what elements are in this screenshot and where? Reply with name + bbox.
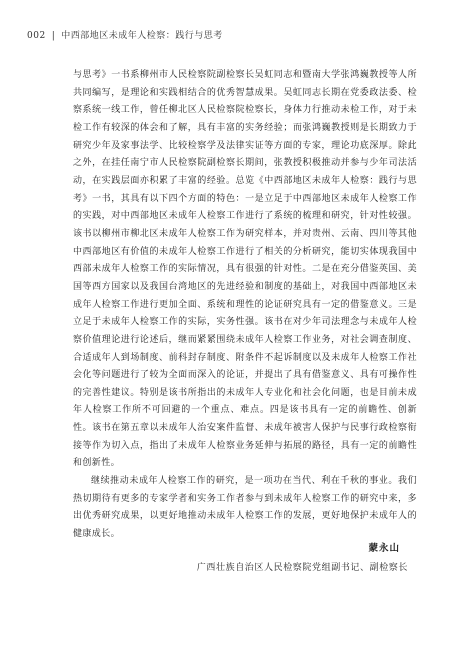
author-title: 广西壮族自治区人民检察院党组副书记、副检察长 [196,563,408,573]
author-name: 蒙永山 [368,543,400,554]
page-number: 002 [27,31,46,41]
paragraph: 与思考》一书系柳州市人民检察院副检察长吴虹同志和暨南大学张鸿巍教授等人所共同编写，是理论和实践相结合的优秀智慧成果。吴虹同志长期在党委政法委、检察系统一线工作，曾任柳北区人民检察院检察长，身体力行推动未检工作，对于未检工作有较深的体会和了解，具有丰富的实务经验；而张鸿巍教授则是长期致力于研究少年及家事法学、比较检察学及法律实证等方面的专家，理论功底深厚。除此之外，在挂任南宁市人民检察院副检察长期间，张教授积极推动并参与少年司法活动，在实践层面亦积累了丰富的经验。总览《中西部地区未成年人检察：践行与思考》一书，其具有以下四个方面的特色：一是立足于中西部地区未成年人检察工作的实践，对中西部地区未成年人检察工作进行了系统的梳理和研究，针对性较强。该书以柳州市柳北区未成年人检察工作为研究样本，并对贵州、云南、四川等其他中西部地区有价值的未成年人检察工作进行了相关的分析研究，能切实体现我国中西部未成年人检察工作的实际情况，具有很强的针对性。二是在充分借鉴英国、美国等西方国家以及我国台湾地区的先进经验和制度的基础上，对我国中西部地区未成年人检察工作进行更加全面、系统和理性的论证研究具有一定的借鉴意义。三是立足于未成年人检察工作的实际，实务性强。该书在对少年司法理念与未成年人检察价值理论进行论述后，继而紧紧围绕未成年人检察工作业务，对社会调查制度、合适成年人到场制度、前科封存制度、附条件不起诉制度以及未成年人检察工作社会化等问题进行了较为全面而深入的论证，并提出了具有借鉴意义、具有可操作性的完善性建议。特别是该书所指出的未成年人专业化和社会化问题，也是目前未成年人检察工作所不可回避的一个重点、难点。四是该书具有一定的前瞻性、创新性。该书在第五章以未成年人治安案件监督、未成年被害人保护与民事行政检察衔接等作为切入点，指出了未成年人检察业务延伸与拓展的路径，具有一定的前瞻性和创新性。 [73,70,417,469]
paragraph: 继续推动未成年人检察工作的研究，是一项功在当代、利在千秋的事业。我们热切期待有更多的专家学者和实务工作者参与到未成年人检察工作的研究中来，多出优秀研究成果，以更好地推动未成年人检察工作的发展，更好地保护未成年人的健康成长。 [73,476,417,540]
running-header [27,28,223,41]
running-title: 中西部地区未成年人检察：践行与思考 [61,31,223,41]
signature-block [197,540,408,573]
header-separator: | [51,31,56,41]
preface-body [73,67,417,544]
